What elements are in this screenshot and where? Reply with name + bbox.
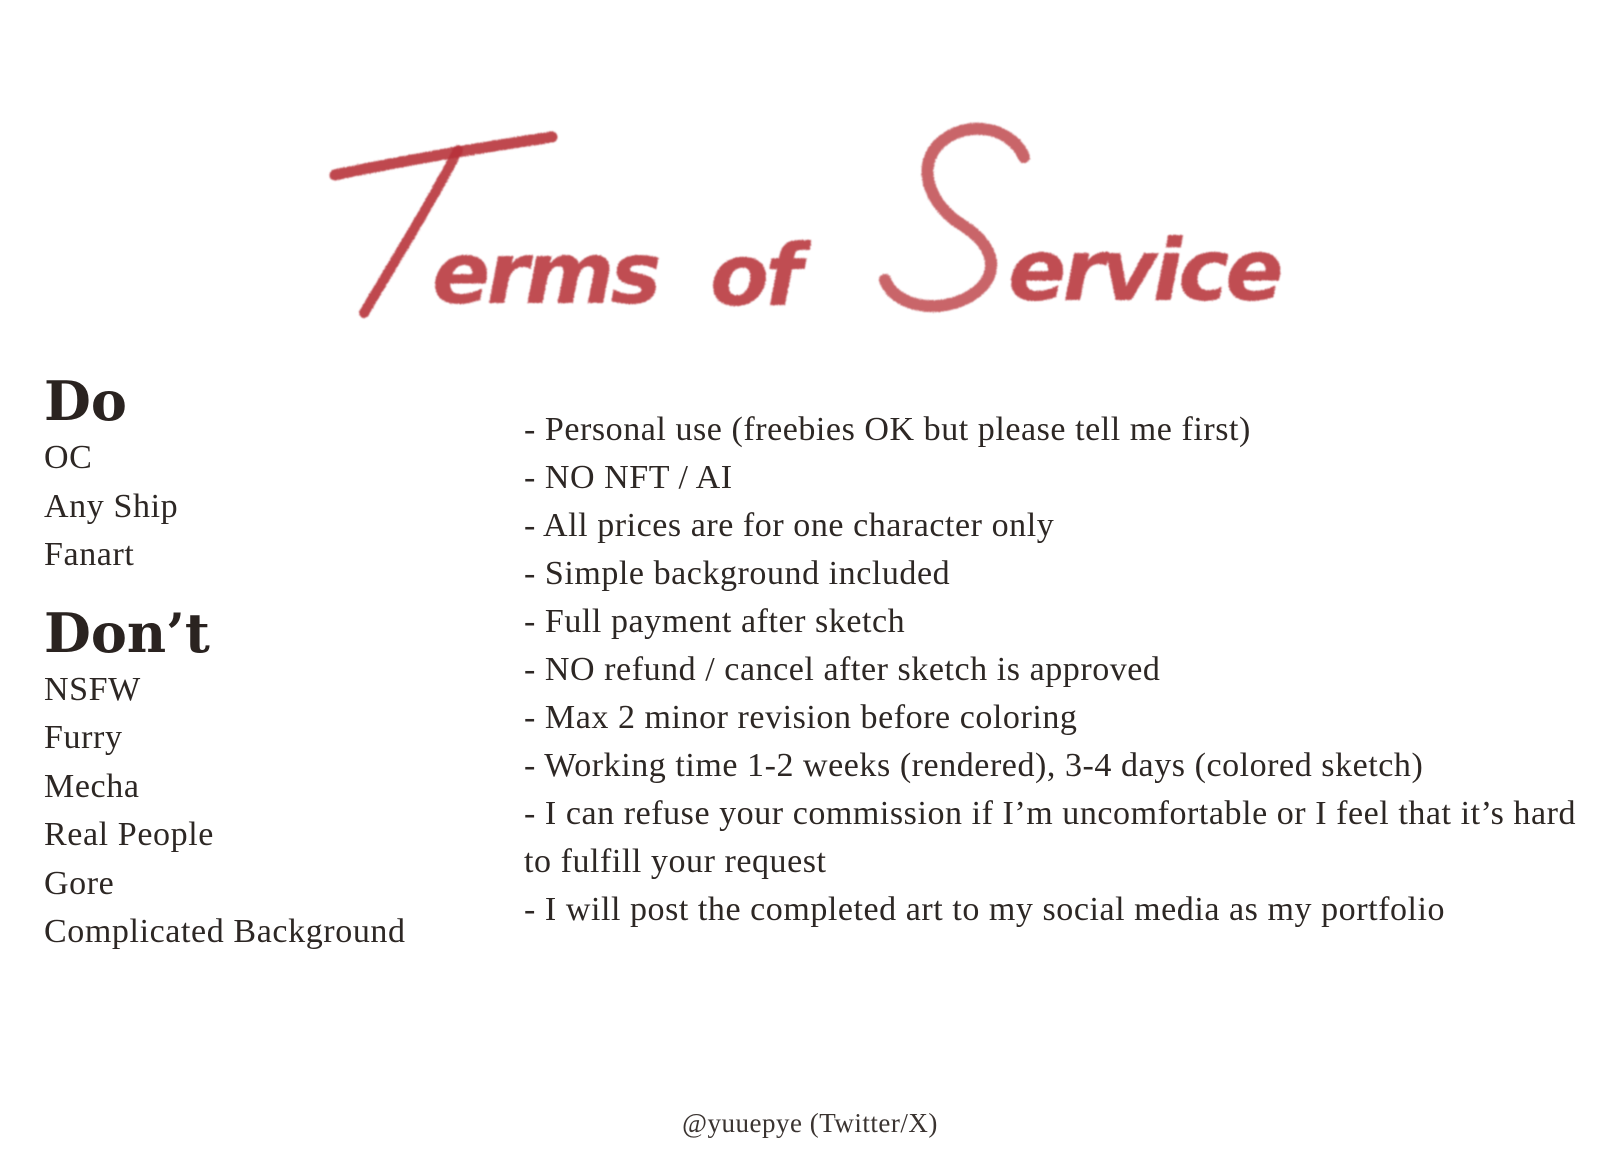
rule-item: - NO refund / cancel after sketch is approved bbox=[524, 651, 1161, 688]
do-item: Fanart bbox=[44, 536, 135, 573]
dont-item: Complicated Background bbox=[44, 913, 406, 950]
rule-item: - I can refuse your commission if I’m uncomfortable or I feel that it’s hard to fulfill your request bbox=[524, 795, 1586, 880]
rules-list bbox=[524, 406, 1604, 934]
dont-item: Furry bbox=[44, 719, 123, 756]
title-ervice: ervice bbox=[1008, 221, 1280, 321]
rule-item: - All prices are for one character only bbox=[524, 507, 1055, 544]
rule-item: - Working time 1-2 weeks (rendered), 3-4 days (colored sketch) bbox=[524, 747, 1424, 784]
dont-item: Mecha bbox=[44, 767, 140, 805]
do-dont-column bbox=[44, 369, 514, 957]
dont-item: Real People bbox=[44, 816, 214, 853]
do-heading: Do bbox=[44, 369, 127, 433]
title-of: of bbox=[710, 226, 799, 326]
rule-item: - NO NFT / AI bbox=[524, 459, 733, 496]
page-title bbox=[0, 95, 1620, 335]
rule-item: - I will post the completed art to my social media as my portfolio bbox=[524, 891, 1446, 928]
do-list bbox=[44, 434, 514, 580]
rule-item: - Max 2 minor revision before coloring bbox=[524, 699, 1078, 736]
rule-item: - Personal use (freebies OK but please tell me first) bbox=[524, 411, 1251, 448]
dont-item: Gore bbox=[44, 864, 115, 902]
rule-item: - Full payment after sketch bbox=[524, 603, 906, 640]
dont-item: NSFW bbox=[44, 670, 141, 708]
do-item: Any Ship bbox=[44, 487, 179, 525]
title-erms: erms bbox=[432, 224, 658, 324]
do-item: OC bbox=[44, 439, 93, 476]
dont-list bbox=[44, 666, 514, 957]
title-brush-lettering bbox=[0, 95, 1620, 335]
dont-heading: Don’t bbox=[44, 600, 210, 665]
rule-item: - Simple background included bbox=[524, 555, 951, 592]
footer-credit: @yuuepye (Twitter/X) bbox=[682, 1108, 938, 1138]
dont-block bbox=[44, 600, 514, 957]
do-block bbox=[44, 369, 514, 580]
